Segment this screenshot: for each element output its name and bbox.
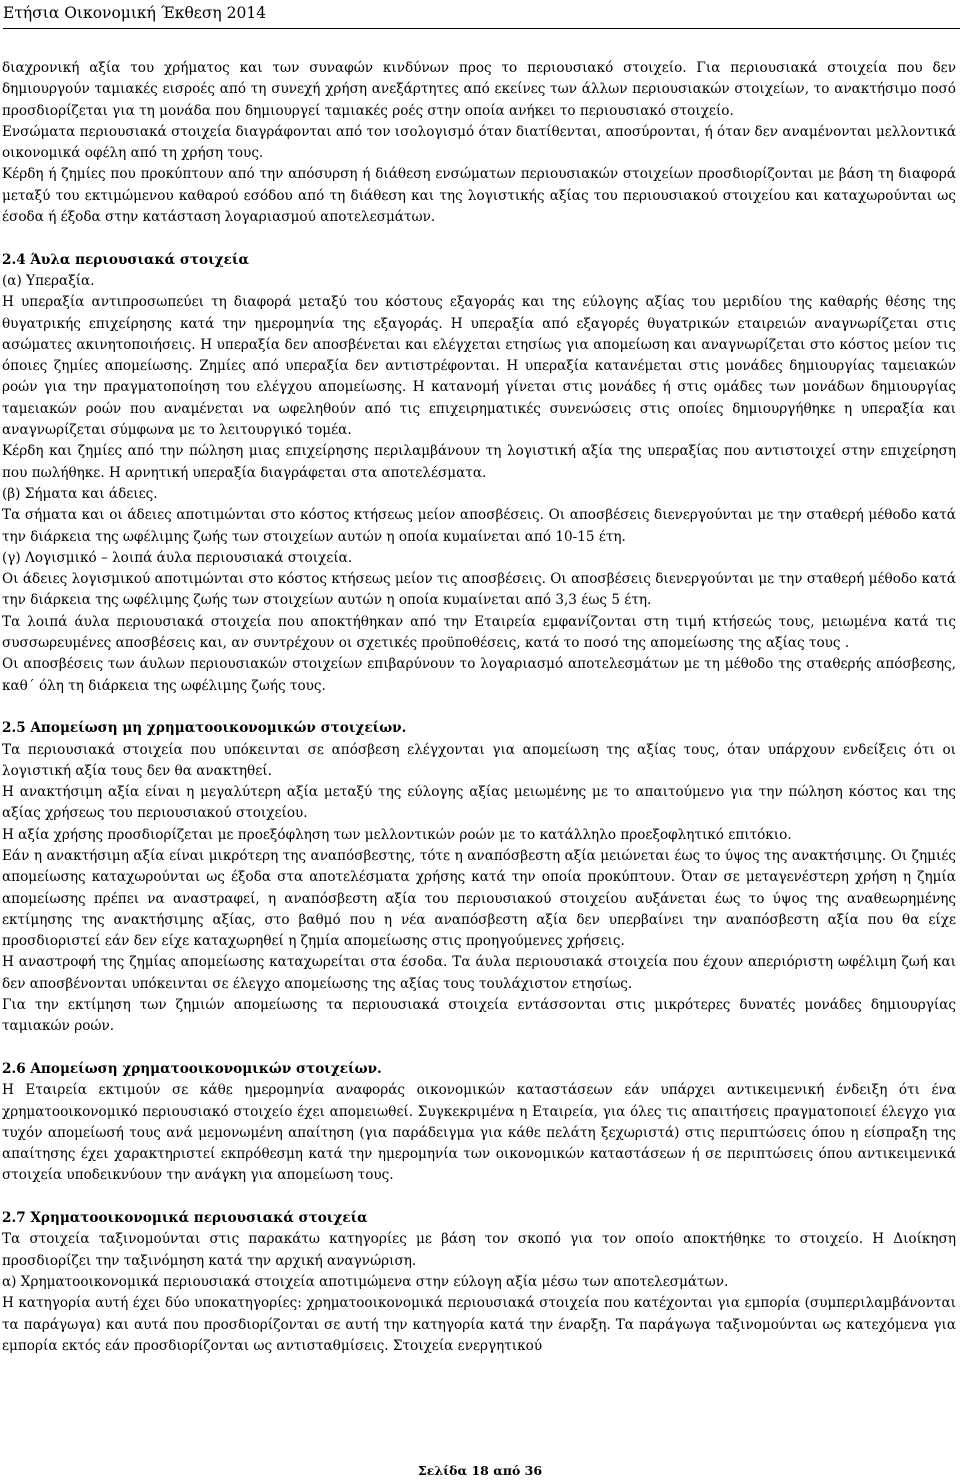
paragraph: Τα στοιχεία ταξινομούνται στις παρακάτω κατηγορίες με βάση τον σκοπό για τον οποίο αποκτήθηκε το στοιχείο. Η Διοίκηση προσδιορίζει την ταξινόμηση κατά την αρχική αναγνώριση. — [2, 1231, 956, 1269]
paragraph: Οι άδειες λογισμικού αποτιμώνται στο κόστος κτήσεως μείον τις αποσβέσεις. Οι αποσβέσεις διενεργούνται με την σταθερή μέθοδο κατά την διάρκεια της ωφέλιμης ζωής των στοιχείων αυτών η οποία κυμαίνεται από 3,3 έως 5 έτη. — [2, 571, 956, 609]
paragraph: Για την εκτίμηση των ζημιών απομείωσης τα περιουσιακά στοιχεία εντάσσονται στις μικρότερες δυνατές μονάδες δημιουργίας ταμιακών ροών. — [2, 997, 956, 1035]
subheading: (α) Υπεραξία. — [2, 272, 95, 289]
spacer — [2, 697, 956, 718]
paragraph: Κέρδη ή ζημίες που προκύπτουν από την απόσυρση ή διάθεση ενσώματων περιουσιακών στοιχείων προσδιορίζονται με βάση τη διαφορά μεταξύ του εκτιμώμενου καθαρού εσόδου από τη διάθεση και της λογιστικής αξίας του περιουσιακού στοιχείου και καταχωρούνται ως έσοδα ή έξοδα στην κατάσταση λογαριασμού αποτελεσμάτων. — [2, 166, 956, 226]
paragraph: Η υπεραξία αντιπροσωπεύει τη διαφορά μεταξύ του κόστους εξαγοράς και της εύλογης αξίας του μεριδίου της καθαρής θέσης της θυγατρικής επιχείρησης κατά την ημερομηνία της εξαγοράς. Η υπεραξία από εξαγορές θυγατρικών εταιρειών αναγνωρίζεται στις ασώματες ακινητοποιήσεις. Η υπεραξία δεν αποσβένεται και ελέγχεται ετησίως για απομείωση και αναγνωρίζεται στο κόστος μείον τις όποιες ζημίες απομείωσης. Ζημίες από υπεραξία δεν αντιστρέφονται. Η υπεραξία κατανέμεται στις μονάδες δημιουργίας ταμειακών ροών για την πραγματοποίηση του ελέγχου απομείωσης. Η κατανομή γίνεται στις μονάδες ή στις ομάδες των μονάδων δημιουργίας ταμειακών ροών που αναμένεται να ωφεληθούν από τις επιχειρηματικές συνενώσεις στις οποίες δημιουργήθηκε η υπεραξία και αναγνωρίζεται σύμφωνα με το λειτουργικό τομέα. — [2, 294, 956, 439]
report-title: Ετήσια Οικονομική Έκθεση 2014 — [3, 4, 267, 22]
paragraph: Τα περιουσιακά στοιχεία που υπόκεινται σε απόσβεση ελέγχονται για απομείωση της αξίας τους, όταν υπάρχουν ενδείξεις ότι οι λογιστική αξία τους δεν θα ανακτηθεί. — [2, 741, 956, 779]
page-number: Σελίδα 18 από 36 — [417, 1463, 543, 1478]
spacer — [2, 228, 956, 249]
document-header — [3, 2, 960, 29]
paragraph: Κέρδη και ζημίες από την πώληση μιας επιχείρησης περιλαμβάνουν τη λογιστική αξία της υπεραξίας που αντιστοιχεί στην επιχείρηση που πωλήθηκε. Η αρνητική υπεραξία διαγράφεται στα αποτελέσματα. — [2, 443, 956, 481]
spacer — [2, 1187, 956, 1208]
paragraph: Η αξία χρήσης προσδιορίζεται με προεξόφληση των μελλοντικών ροών με το κατάλληλο προεξοφλητικό επιτόκιο. — [2, 826, 792, 843]
subheading: (β) Σήματα και άδειες. — [2, 485, 158, 502]
paragraph: Ενσώματα περιουσιακά στοιχεία διαγράφονται από τον ισολογισμό όταν διατίθενται, αποσύρονται, ή όταν δεν αναμένονται μελλοντικά οικονομικά οφέλη από τη χρήση τους. — [2, 123, 956, 162]
paragraph: Εάν η ανακτήσιμη αξία είναι μικρότερη της αναπόσβεστης, τότε η αναπόσβεστη αξία μειώνεται έως το ύψος της ανακτήσιμης. Οι ζημιές απομείωσης καταχωρούνται ως έξοδα στα αποτελέσματα χρήσης κατά την οποία προκύπτουν. Όταν σε μεταγενέστερη χρήση η ζημία απομείωσης πρέπει να αναστραφεί, η αναπόσβεστη αξία του περιουσιακού στοιχείου αυξάνεται έως το ύψος της αναθεωρημένης εκτίμησης της ανακτήσιμης αξίας, στο βαθμό που η νέα αναπόσβεστη αξία δεν υπερβαίνει την αναπόσβεστη αξία που θα είχε προσδιοριστεί εάν δεν είχε καταχωρηθεί η ζημία απομείωσης στις προηγούμενες χρήσεις. — [2, 847, 956, 950]
paragraph: Τα σήματα και οι άδειες αποτιμώνται στο κόστος κτήσεως μείον αποσβέσεις. Οι αποσβέσεις διενεργούνται με την σταθερή μέθοδο κατά την διάρκεια της ωφέλιμης ζωής των στοιχείων αυτών η οποία κυμαίνεται από 10-15 έτη. — [2, 507, 956, 545]
paragraph: Η Εταιρεία εκτιμούν σε κάθε ημερομηνία αναφοράς οικονομικών καταστάσεων εάν υπάρχει αντικειμενική ένδειξη ότι ένα χρηματοοικονομικό περιουσιακό στοιχείο έχει απομειωθεί. Συγκεκριμένα η Εταιρεία, για όλες τις απαιτήσεις πραγματοποιεί έλεγχο για τυχόν απομείωσή τους ανά μεμονωμένη απαίτηση (για παράδειγμα για κάθε πελάτη ξεχωριστά) στις περιπτώσεις όπου η είσπραξη της απαίτησης έχει χαρακτηριστεί εκπρόθεσμη κατά την ημερομηνία των οικονομικών καταστάσεων ή σε περιπτώσεις όπου αντικειμενικά στοιχεία υποδεικνύουν την ανάγκη για απομείωση τους. — [2, 1082, 956, 1184]
section-heading-2-7: 2.7 Χρηματοοικονομικά περιουσιακά στοιχεία — [2, 1210, 368, 1227]
section-heading-2-6: 2.6 Απομείωση χρηματοοικονομικών στοιχείων. — [2, 1060, 382, 1077]
paragraph: Η αναστροφή της ζημίας απομείωσης καταχωρείται στα έσοδα. Τα άυλα περιουσιακά στοιχεία που έχουν απεριόριστη ωφέλιμη ζωή και δεν αποσβένονται υπόκεινται σε έλεγχο απομείωσης της αξίας τους τουλάχιστον ετησίως. — [2, 954, 956, 992]
paragraph: Οι αποσβέσεις των άυλων περιουσιακών στοιχείων επιβαρύνουν το λογαριασμό αποτελεσμάτων με τη μέθοδο της σταθερής απόσβεσης, καθ΄ όλη τη διάρκεια της ωφέλιμης ζωής τους. — [2, 656, 956, 694]
page-footer — [0, 1462, 960, 1480]
paragraph: α) Χρηματοοικονομικά περιουσιακά στοιχεία αποτιμώμενα στην εύλογη αξία μέσω των αποτελεσμάτων. — [2, 1273, 729, 1290]
section-heading-2-4: 2.4 Άυλα περιουσιακά στοιχεία — [2, 251, 249, 268]
paragraph: Τα λοιπά άυλα περιουσιακά στοιχεία που αποκτήθηκαν από την Εταιρεία εμφανίζονται στη τιμή κτήσεώς τους, μειωμένα κατά τις συσσωρευμένες αποσβέσεις και, αν συντρέχουν οι σχετικές προϋποθέσεις, κατά το ποσό της απομείωσης της αξίας τους . — [2, 613, 956, 652]
spacer — [2, 1038, 956, 1059]
paragraph: διαχρονική αξία του χρήματος και των συναφών κινδύνων προς το περιουσιακό στοιχείο. Για περιουσιακά στοιχεία που δεν δημιουργούν ταμιακές εισροές από τη συνεχή χρήση ανεξάρτητες από εκείνες των άλλων περιουσιακών στοιχείων, το ανακτήσιμο ποσό προσδιορίζεται για τη μονάδα που δημιουργεί ταμιακές ροές στην οποία ανήκει το περιουσιακό στοιχείο. — [2, 60, 956, 119]
paragraph: Η ανακτήσιμη αξία είναι η μεγαλύτερη αξία μεταξύ της εύλογης αξίας μειωμένης με το απαιτούμενο για την πώληση κόστος και της αξίας χρήσεως του περιουσιακού στοιχείου. — [2, 784, 956, 822]
subheading: (γ) Λογισμικό – λοιπά άυλα περιουσιακά στοιχεία. — [2, 549, 353, 566]
section-heading-2-5: 2.5 Απομείωση μη χρηματοοικονομικών στοιχείων. — [2, 720, 407, 737]
paragraph: Η κατηγορία αυτή έχει δύο υποκατηγορίες: χρηματοοικονομικά περιουσιακά στοιχεία που κατέχονται για εμπορία (συμπεριλαμβάνονται τα παράγωγα) και αυτά που προσδιορίζονται σε αυτή την κατηγορία κατά την έναρξη. Τα παράγωγα ταξινομούνται ως κατεχόμενα για εμπορία εκτός εάν προσδιορίζονται ως αντισταθμίσεις. Στοιχεία ενεργητικού — [2, 1295, 956, 1354]
document-body — [2, 58, 956, 1357]
